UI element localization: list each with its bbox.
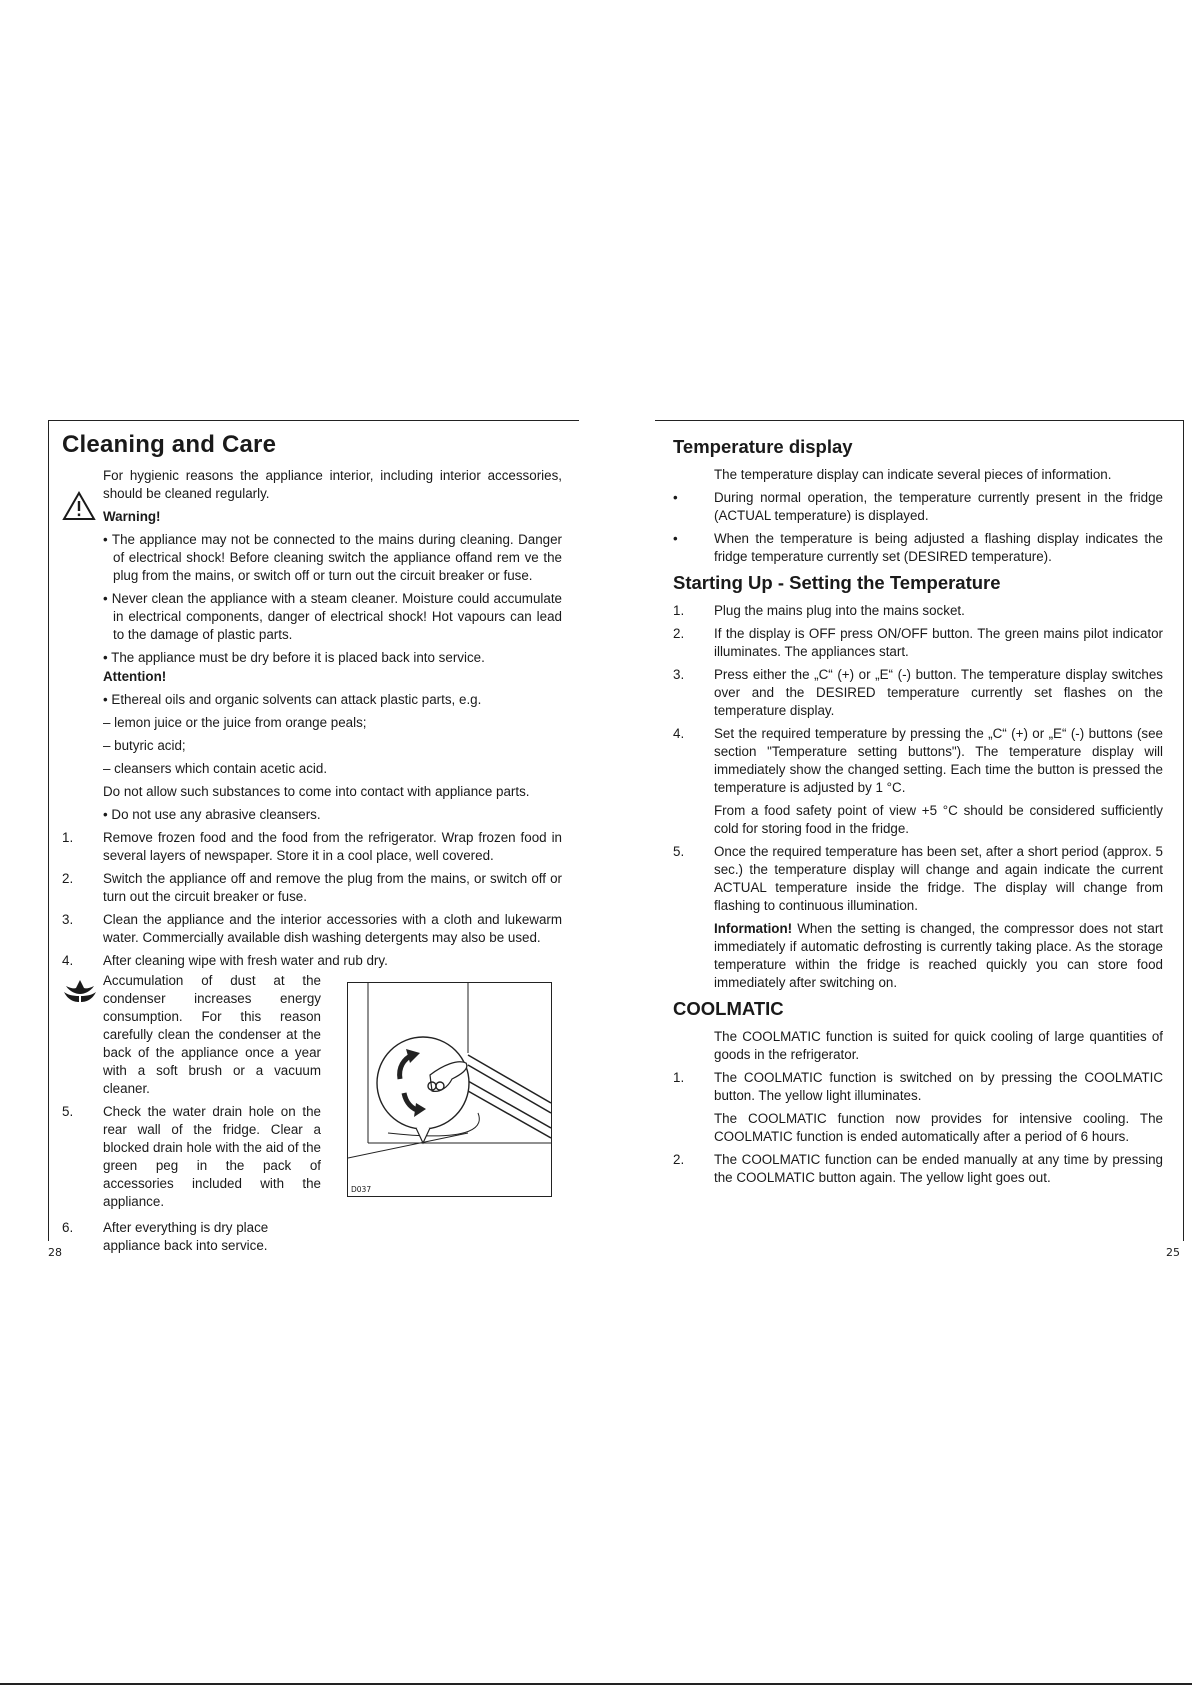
eco-note: Accumulation of dust at the condenser increases energy consumption. For this reason carefully clean the condenser at the back of the appliance once a year with a soft brush or a vacuum cleaner. xyxy=(103,973,321,1096)
attention-item: – cleansers which contain acetic acid. xyxy=(103,761,328,776)
left-content xyxy=(62,431,562,1260)
step-number: 1. xyxy=(62,830,74,845)
attention-item: Do not allow such substances to come into contact with appliance parts. xyxy=(103,784,530,799)
step-text: Switch the appliance off and remove the plug from the mains, or switch off or turn out the circuit breaker or fuse. xyxy=(103,871,562,904)
step-text: The COOLMATIC function can be ended manually at any time by pressing the COOLMATIC button again. The yellow light goes out. xyxy=(714,1152,1163,1185)
page-number-left: 28 xyxy=(48,1246,62,1259)
warning-label: Warning! xyxy=(103,509,161,524)
environment-flower-icon xyxy=(62,974,98,1004)
warning-triangle-icon xyxy=(62,491,96,521)
information-text: When the setting is changed, the compressor does not start immediately if automatic defrosting is currently taking place. As the storage temperature within the fridge is reached quickly you can store food immediately after switching on. xyxy=(714,921,1163,990)
cleaning-step xyxy=(62,952,562,970)
temperature-bullet xyxy=(673,489,1163,525)
startup-step xyxy=(673,625,1163,661)
starting-up-title: Starting Up - Setting the Temperature xyxy=(673,572,1001,593)
figure-label: D037 xyxy=(351,1185,372,1194)
attention-item: • Do not use any abrasive cleansers. xyxy=(103,807,321,822)
step-text: Remove frozen food and the food from the refrigerator. Wrap frozen food in several layers of newspaper. Store it in a cool place, well covered. xyxy=(103,830,562,863)
step-number: 4. xyxy=(673,726,685,741)
step-number: 1. xyxy=(673,1070,685,1085)
step-number: 1. xyxy=(673,603,685,618)
coolmatic-note: The COOLMATIC function now provides for intensive cooling. The COOLMATIC function is ended automatically after a period of 6 hours. xyxy=(714,1111,1163,1144)
page-number-right: 25 xyxy=(1166,1246,1180,1259)
attention-item: – lemon juice or the juice from orange peals; xyxy=(103,715,367,730)
startup-step xyxy=(673,602,1163,620)
drain-hole-drawing xyxy=(348,983,551,1196)
step-text: Once the required temperature has been set, after a short period (approx. 5 sec.) the temperature display will change and again indicate the current ACTUAL temperature inside the fridge. The display will change from flashing to continuous illumination. xyxy=(714,844,1163,913)
bullet-mark: • xyxy=(673,531,678,546)
cleaning-step xyxy=(62,911,562,947)
temperature-display-title: Temperature display xyxy=(673,436,853,457)
step-number: 3. xyxy=(62,912,74,927)
coolmatic-step xyxy=(673,1069,1163,1105)
step-number: 3. xyxy=(673,667,685,682)
step-number: 2. xyxy=(62,871,74,886)
temperature-display-intro: The temperature display can indicate several pieces of information. xyxy=(714,467,1112,482)
coolmatic-title: COOLMATIC xyxy=(673,998,784,1019)
step-number: 5. xyxy=(62,1104,74,1119)
cleaning-title: Cleaning and Care xyxy=(62,431,277,458)
information-note xyxy=(714,920,1163,992)
drain-hole-illustration xyxy=(347,982,552,1197)
attention-item: • Ethereal oils and organic solvents can attack plastic parts, e.g. xyxy=(103,692,482,707)
cleaning-step xyxy=(62,870,562,906)
cleaning-step xyxy=(62,1219,321,1255)
bullet-text: When the temperature is being adjusted a flashing display indicates the fridge temperature currently set (DESIRED temperature). xyxy=(714,531,1163,564)
bullet-mark: • xyxy=(673,490,678,505)
cleaning-step xyxy=(62,829,562,865)
startup-step xyxy=(673,843,1163,915)
attention-label: Attention! xyxy=(103,669,167,684)
coolmatic-step xyxy=(673,1151,1163,1187)
warning-block xyxy=(62,467,562,824)
startup-step xyxy=(673,725,1163,797)
step-text: After cleaning wipe with fresh water and rub dry. xyxy=(103,953,388,968)
step-text: After everything is dry place appliance back into service. xyxy=(103,1220,269,1253)
bullet-text: During normal operation, the temperature currently present in the fridge (ACTUAL temperature) is displayed. xyxy=(714,490,1163,523)
information-label: Information! xyxy=(714,921,793,936)
right-page xyxy=(655,420,1184,1241)
step-text: Clean the appliance and the interior accessories with a cloth and lukewarm water. Commercially available dish washing detergents may also be used. xyxy=(103,912,562,945)
step-number: 4. xyxy=(62,953,74,968)
attention-item: – butyric acid; xyxy=(103,738,186,753)
temperature-bullet xyxy=(673,530,1163,566)
step-number: 2. xyxy=(673,626,685,641)
right-content xyxy=(673,436,1163,1192)
step-number: 2. xyxy=(673,1152,685,1167)
startup-step xyxy=(673,666,1163,720)
step-text: Check the water drain hole on the rear wall of the fridge. Clear a blocked drain hole with the aid of the green peg in the pack of accessories included with the appliance. xyxy=(103,1104,321,1209)
warning-item: • Never clean the appliance with a steam cleaner. Moisture could accumulate in electrical components, danger of electrical shock! Hot vapours can lead to the damage of plastic parts. xyxy=(103,591,562,642)
step-text: Press either the „C“ (+) or „E“ (-) button. The temperature display switches over and the DESIRED temperature currently set flashes on the temperature display. xyxy=(714,667,1163,718)
warning-item: • The appliance may not be connected to the mains during cleaning. Danger of electrical shock! Before cleaning switch the appliance offand rem ve the plug from the mains, or switch off or turn out the circuit breaker or fuse. xyxy=(103,532,562,583)
cleaning-intro: For hygienic reasons the appliance interior, including interior accessories, should be cleaned regularly. xyxy=(103,468,562,501)
cleaning-step xyxy=(62,1103,321,1211)
step-text: Set the required temperature by pressing the „C“ (+) or „E“ (-) buttons (see section "Temperature setting buttons"). The temperature display will immediately show the changed setting. Each time the button is pressed the temperature is adjusted by 1 °C. xyxy=(714,726,1163,795)
step-text: The COOLMATIC function is switched on by pressing the COOLMATIC button. The yellow light illuminates. xyxy=(714,1070,1163,1103)
lower-section xyxy=(62,972,562,1255)
coolmatic-intro: The COOLMATIC function is suited for quick cooling of large quantities of goods in the refrigerator. xyxy=(714,1029,1163,1062)
food-safety-note: From a food safety point of view +5 °C should be considered sufficiently cold for storing food in the fridge. xyxy=(714,803,1163,836)
step-text: If the display is OFF press ON/OFF button. The green mains pilot indicator illuminates. The appliances start. xyxy=(714,626,1163,659)
step-text: Plug the mains plug into the mains socket. xyxy=(714,603,965,618)
step-number: 6. xyxy=(62,1220,74,1235)
step-number: 5. xyxy=(673,844,685,859)
warning-item: • The appliance must be dry before it is placed back into service. xyxy=(103,650,485,665)
